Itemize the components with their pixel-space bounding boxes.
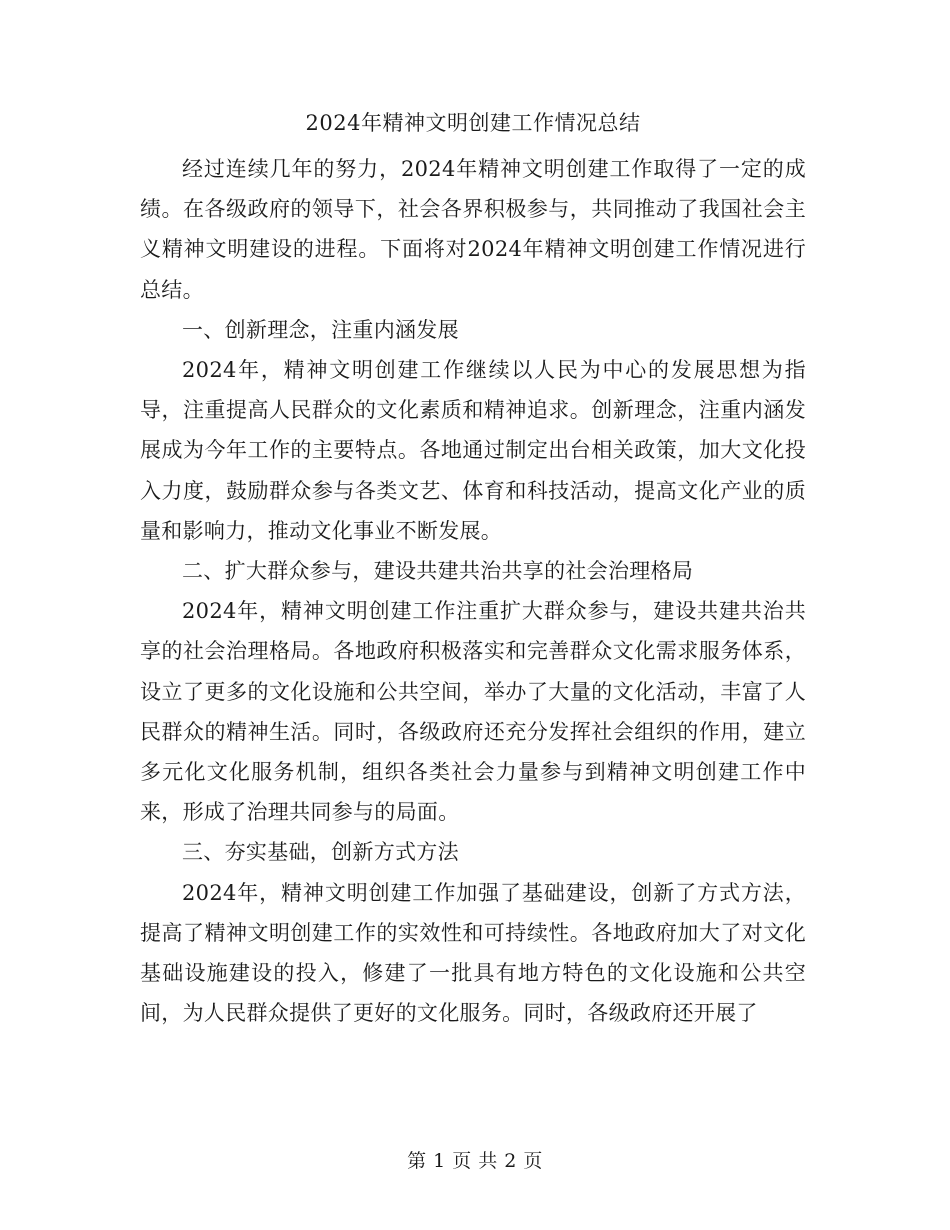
section-heading-1: 一、创新理念，注重内涵发展 — [182, 317, 459, 342]
document-body — [140, 103, 806, 1033]
document-title: 2024年精神文明创建工作情况总结 — [305, 111, 641, 135]
section-heading-3: 三、夯实基础，创新方式方法 — [182, 840, 459, 865]
section-heading-2: 二、扩大群众参与，建设共建共治共享的社会治理格局 — [182, 559, 694, 584]
section-body-3: 2024年，精神文明创建工作加强了基础建设，创新了方式方法，提高了精神文明创建工作的实效性和可持续性。各地政府加大了对文化基础设施建设的投入，修建了一批具有地方特色的文化设施和公共空间，为人民群众提供了更好的文化服务。同时，各级政府还开展了 — [140, 880, 806, 1026]
page-number-footer: 第 1 页 共 2 页 — [407, 1150, 543, 1172]
intro-paragraph: 经过连续几年的努力，2024年精神文明创建工作取得了一定的成绩。在各级政府的领导下，社会各界积极参与，共同推动了我国社会主义精神文明建设的进程。下面将对2024年精神文明创建工作情况进行总结。 — [140, 157, 806, 302]
section-body-2: 2024年，精神文明创建工作注重扩大群众参与，建设共建共治共享的社会治理格局。各地政府积极落实和完善群众文化需求服务体系，设立了更多的文化设施和公共空间，举办了大量的文化活动，丰富了人民群众的精神生活。同时，各级政府还充分发挥社会组织的作用，建立多元化文化服务机制，组织各类社会力量参与到精神文明创建工作中来，形成了治理共同参与的局面。 — [140, 599, 806, 825]
section-body-1: 2024年，精神文明创建工作继续以人民为中心的发展思想为指导，注重提高人民群众的文化素质和精神追求。创新理念，注重内涵发展成为今年工作的主要特点。各地通过制定出台相关政策，加大文化投入力度，鼓励群众参与各类文艺、体育和科技活动，提高文化产业的质量和影响力，推动文化事业不断发展。 — [140, 358, 806, 543]
